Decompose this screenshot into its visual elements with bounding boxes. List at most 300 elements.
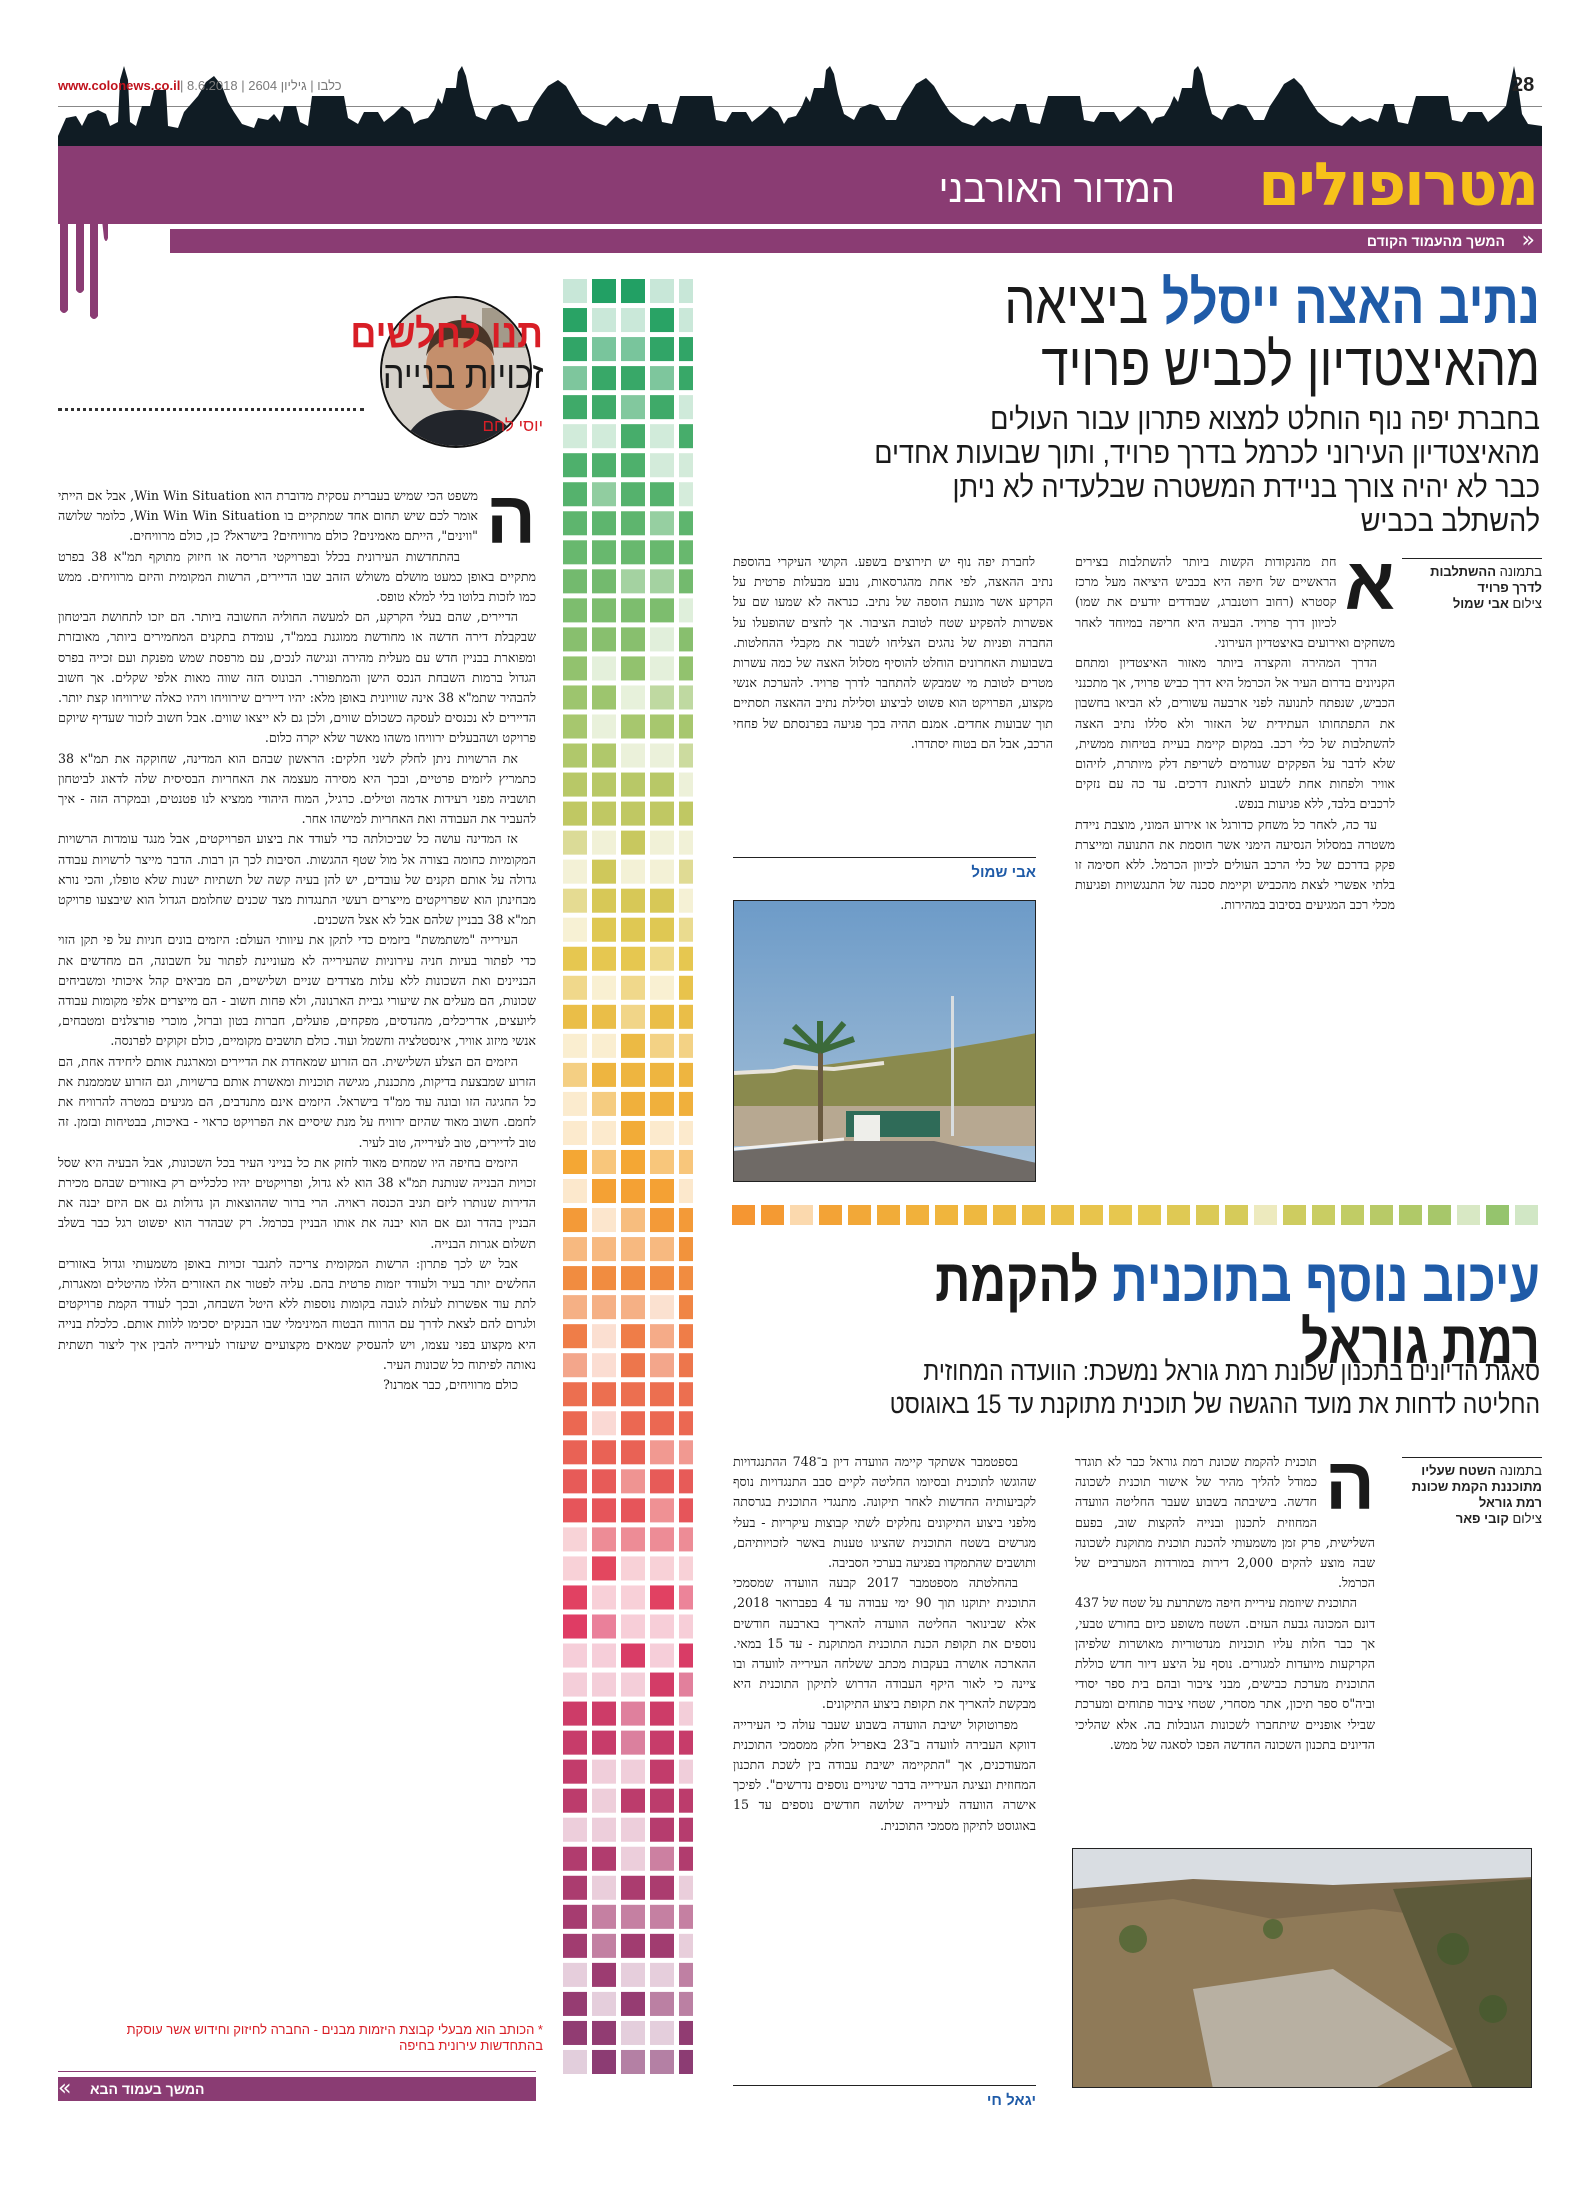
mosaic-tile xyxy=(679,1585,693,1609)
mosaic-tile xyxy=(621,1614,645,1638)
mosaic-tile xyxy=(563,627,587,651)
mosaic-tile xyxy=(650,1731,674,1755)
stripe-tile xyxy=(761,1205,784,1225)
mosaic-tile xyxy=(679,1440,693,1464)
mosaic-tile xyxy=(563,1673,587,1697)
mosaic-tile xyxy=(563,1353,587,1377)
mosaic-tile xyxy=(621,685,645,709)
column-paragraph: את הרשויות ניתן לחלק לשני חלקים: הראשון שבהם הוא המדינה, שחוקקה את תמ"א 38 כתמריץ ליזמים פרטיים, ובכך היא מסירה מעצמה את האחריות הבסיסית שלה לדאוג לביטחון תושביה מפני רעידות אדמה וטילים. כרגיל, המוח היהודי ממציא לנו פטנטים, ובמקרה הזה - איך להעביר את העבודה ואת האחריות למישהו אחר. xyxy=(58,750,536,827)
mosaic-tile xyxy=(592,482,616,506)
mosaic-tile xyxy=(621,1469,645,1493)
mosaic-tile xyxy=(679,918,693,942)
article2-paragraph: התוכנית שיוזמת עיריית חיפה משתרעת על שטח של 437 דונם המכונה גבעת העזים. השטח משופע כיום בחורש טבעי, אך כבר חלות עליו תוכניות מנדטוריות מאושרות שלפיהן הקרקעות מיועדות למגורים. נוסף על היצע דיור חדש כוללת התוכנית מערכת כבישים, מבני ציבור ובהם בית ספר יסודי וביה"ס ספר תיכון, אתר מסחרי, שטחי ציבור פתוחים ומערכת שבילי אופניים שיתחברו לשכונות הגובלות בה. אלא שהליכי הדיונים בתכנון השכונה החדשה הפכו לסאגה של ממש. xyxy=(1075,1595,1375,1752)
stripe-tile xyxy=(1457,1205,1480,1225)
mosaic-tile xyxy=(650,947,674,971)
mosaic-tile xyxy=(592,569,616,593)
mosaic-tile xyxy=(679,1934,693,1958)
mosaic-tile xyxy=(679,1818,693,1842)
mosaic-tile xyxy=(563,482,587,506)
article1-dropcap: א xyxy=(1344,552,1395,625)
mosaic-tile xyxy=(592,1847,616,1871)
mosaic-tile xyxy=(563,395,587,419)
mosaic-tile xyxy=(679,1876,693,1900)
mosaic-tile xyxy=(650,918,674,942)
mosaic-tile xyxy=(679,1498,693,1522)
mosaic-tile xyxy=(592,308,616,332)
column-paragraph: אבל יש לכך פתרון: הרשות המקומית צריכה לתגבר זכויות באופן משמעותי וגדול באזורים החלשים יותר בעיר ולעודד יזמות פרטית בהם. עליה לפטור את האזורים הללו מהיטלים ומאגרות, לתת עוד אפשרות לעלות לגובה בקומות נוספות ללא היטל השבחה, ובכך לעודד הקמת פרויקטים ולגרום להם לצאת לדרך עם הרווח הבטוח המינימלי שבו הבנקים יסכימו ללוות אותם. כלכלת בנייה היא מקצוע בפני עצמו, ויש להעסיק שמאים מקצועיים שיעזרו לעירייה להבין איך ליצור תשתית נאותה לפיתוח כל שכונות העיר. xyxy=(58,1255,536,1372)
mosaic-tile xyxy=(679,656,693,680)
mosaic-tile xyxy=(650,569,674,593)
mosaic-tile xyxy=(621,482,645,506)
mosaic-tile xyxy=(592,947,616,971)
mosaic-tile xyxy=(621,773,645,797)
mosaic-tile xyxy=(592,1498,616,1522)
mosaic-tile xyxy=(650,1905,674,1929)
mosaic-tile xyxy=(679,1063,693,1087)
mosaic-tile xyxy=(592,1295,616,1319)
mosaic-tile xyxy=(621,1208,645,1232)
mosaic-tile xyxy=(679,366,693,390)
mosaic-tile xyxy=(621,424,645,448)
column-paragraph: כולם מרוויחים, כבר אמרנו? xyxy=(383,1376,518,1392)
mosaic-tile xyxy=(592,1934,616,1958)
mosaic-tile xyxy=(650,1005,674,1029)
mosaic-tile xyxy=(592,1905,616,1929)
mosaic-tile xyxy=(563,1440,587,1464)
mosaic-tile xyxy=(592,395,616,419)
mosaic-tile xyxy=(650,1440,674,1464)
column-dropcap: ה xyxy=(485,486,536,559)
mosaic-tile xyxy=(621,1963,645,1987)
mosaic-tile xyxy=(679,889,693,913)
mosaic-tile xyxy=(592,1034,616,1058)
mosaic-tile xyxy=(592,1266,616,1290)
mosaic-tile xyxy=(621,1731,645,1755)
stripe-tile xyxy=(819,1205,842,1225)
mosaic-tile xyxy=(621,1411,645,1435)
mosaic-tile xyxy=(563,2050,587,2074)
mosaic-tile xyxy=(650,2050,674,2074)
article1-headline xyxy=(868,269,1540,398)
article1-byline: אבי שמול xyxy=(971,864,1036,881)
mosaic-tile xyxy=(650,1644,674,1668)
article2-byline: יגאל חי xyxy=(986,2092,1036,2109)
mosaic-tile xyxy=(563,1789,587,1813)
caption-rule xyxy=(1402,1457,1542,1458)
article1-column-1 xyxy=(1075,552,1395,1192)
mosaic-tile xyxy=(679,1324,693,1348)
mosaic-tile xyxy=(679,1469,693,1493)
mosaic-tile xyxy=(650,1150,674,1174)
mosaic-tile xyxy=(621,511,645,535)
mosaic-tile xyxy=(679,1121,693,1145)
mosaic-tile xyxy=(679,540,693,564)
mosaic-tile xyxy=(650,1121,674,1145)
dotted-divider xyxy=(58,408,364,412)
column-body xyxy=(58,486,536,1996)
mosaic-tile xyxy=(679,831,693,855)
mosaic-tile xyxy=(621,1934,645,1958)
mosaic-tile xyxy=(563,598,587,622)
column-paragraph: היזמים בחיפה היו שמחים מאוד לחזק את כל בנייני העיר בכל השכונות, אבל הבעיה היא שסל זכויות הבנייה שנותנת תמ"א 38 הוא לא גדול, ופרויקטים יהיו כלכליים רק באזורים שבהם מכירת הדירות שנותרו ליזם תניב הכנסה ראויה. הרי ברור שההוצאות הן גדולות גם אם היזם יבנה את הבניין בהדר וגם אם הוא יבנה את אותו הבניין בכרמל. רק שבהדר הוא יפשוט רגל כבר בשלב תשלום אגרות הבנייה. xyxy=(58,1154,536,1251)
article1-paragraph: לחברת יפה נוף יש תירוצים בשפע. הקושי העיקרי בהוספת נתיב ההאצה, לפי אחת מהגרסאות, נובע מבעלות פרטית על הקרקע אשר מונעת הוספה של נתיב. כנראה לא שמעו שם על אפשרות להפקיע שטח לטובת הציבור. אך לחצים שהופעלו על החברה ופניות של נהגים הצליחו לשבור את מקבלי ההחלטות. בשבועות האחרונים הוחלט להוסיף מסלול האצה של כמה עשרות מטרים לטובת מי שמבקש להתחבר לדרך פרויד. להערכת אנשי מקצוע, הפרויקט הוא פשוט לביצוע וסלילת נתיב ההאצה תסתיים תוך שבועות אחדים. אמנם תהיה בכך פגיעה בפרנסתם של פחחי הרכב, אבל הם בטוח יסתדרו. xyxy=(733,554,1053,751)
mosaic-tile xyxy=(563,1847,587,1871)
mosaic-tile xyxy=(621,1237,645,1261)
mosaic-tile xyxy=(650,1353,674,1377)
mosaic-tile xyxy=(650,1556,674,1580)
mosaic-tile xyxy=(592,1121,616,1145)
caption-rule xyxy=(1402,558,1542,559)
mosaic-tile xyxy=(621,1092,645,1116)
mosaic-tile xyxy=(592,744,616,768)
stripe-tile xyxy=(1109,1205,1132,1225)
decorative-color-mosaic xyxy=(561,277,693,2077)
mosaic-tile xyxy=(621,1382,645,1406)
stripe-tile xyxy=(1341,1205,1364,1225)
mosaic-tile xyxy=(650,860,674,884)
mosaic-tile xyxy=(650,395,674,419)
mosaic-tile xyxy=(650,1585,674,1609)
mosaic-tile xyxy=(679,1644,693,1668)
continued-from-previous-label[interactable]: המשך מהעמוד הקודם xyxy=(1366,233,1505,249)
mosaic-tile xyxy=(621,1585,645,1609)
site-url[interactable]: www.colonews.co.il xyxy=(58,78,181,93)
column-author: יוסי לחם xyxy=(482,416,543,435)
mosaic-tile xyxy=(592,1179,616,1203)
article1-paragraph: חת מהנקודות הקשות ביותר להשתלבות בצירים הראשיים של חיפה היא בכביש היציאה מעל מרכז קסטרא (רחוב רוטנברג, שבודדים יודעים את שמו) לכיוון דרך פרויד. הבעיה היא חריפה במיוחד לאחר משחקים ואירועים באיצטדיון העירוני. xyxy=(1075,554,1395,650)
mosaic-tile xyxy=(592,2050,616,2074)
stripe-tile xyxy=(1225,1205,1248,1225)
stripe-tile xyxy=(848,1205,871,1225)
mosaic-tile xyxy=(621,1992,645,2016)
article2-headline-highlight: עיכוב נוסף בתוכנית xyxy=(1112,1247,1540,1314)
column-paragraph: היזמים הם הצלע השלישית. הם הזרוע שמאחדת את הדיירים ומארגנת אותם ליחידה אחת, הם הזרוע שמבצעת בדיקות, מתכננת, מגישה תוכניות ומאשרת אותם ברשויות, וגם הזרוע שמממנת את כל החגיגה הזו ובונה עוד ממ"ד בישראל. היזמים אינם מתנדבים, הם מגיעים במטרה להרוויח את לחמם. חשוב מאוד שהיזם ירוויח על מנת שיסיים את הפרויקט כראוי - באיכות, בבטיחות ובזמן. זה טוב לדיירים, טוב לעירייה, טוב לעיר. xyxy=(58,1053,536,1150)
mosaic-tile xyxy=(679,424,693,448)
mosaic-tile xyxy=(563,1614,587,1638)
mosaic-tile xyxy=(621,627,645,651)
column-paragraph: הדיירים, שהם בעלי הקרקע, הם למעשה החוליה החשובה ביותר. הם יזכו לתחושת הביטחון שבקבלת דירה חדשה או מחודשת ממוגנת בממ"ד, עומדת בתקנים המחמירים ביותר, מאובזרת ומפוארת בבניין חדש עם מעלית מהירה ונגישה לנכים, עם מרפסת שמש מפנקת ועם זכייה בפרס הגדול ברמות השבחת הנכס הישן והמתפורר. הבונוס הזה שווה מאות אלפי שקלים. אך חשוב להבהיר שתמ"א 38 אינה שוויונית באופן מלא: יהיו דיירים שירוויחו ויהיו כאלה שירוויחו קצת יותר. הדיירים לא נכנסים לעסקה כשכולם שווים, ולכן גם לא ייצאו שווים. אבל חשוב לזכור שעדיף שיוקם פרויקט ושהבעלים ירוויחו משהו מאשר שלא יקרה כלום. xyxy=(58,609,536,746)
mosaic-tile xyxy=(563,1934,587,1958)
mosaic-tile xyxy=(592,656,616,680)
column-paragraph: העירייה "משתמשת" ביזמים כדי לתקן את עיוותי העולם: היזמים בונים חניות על פי תקן הזוי כדי לפתור בעיות חניה עירוניות שהעירייה לא מעוניינת לפתור על חשבונה, הם מחדשים את הבניינים ואת השכונות ללא עלות מצדדים שניים ושלישיים, הם מביאים קהל איכותי ומשביחים שכונות, הם מעלים את שיעורי גביית הארנונה, ולא פחות חשוב - הם מייצרים אלפי מקומות עבודה ליועצים, אדריכלים, מהנדסים, מפקחים, פועלים, חברות בטון וברזל, מוכרי פורצלנים ומטבחים, אנשי מיזוג אוויר, אינסטלציה וחשמל ועוד. כולם תושבים מקומיים, כולם זקוקים לפרנסה. xyxy=(58,932,536,1049)
mosaic-tile xyxy=(621,1295,645,1319)
mosaic-tile xyxy=(563,773,587,797)
mosaic-tile xyxy=(650,1527,674,1551)
article1-paragraph: עד כה, לאחר כל משחק כדורגל או אירוע המוני, מוצבת ניידת משטרה במסלול הנסיעה הימני אשר חוסמת את התנועה ומייצרת פקק בדרכם של כלי הרכב העולים לכיוון הכרמל. ללא חסימה זו בלתי אפשרי לצאת מהכביש וקיימת סכנה של התנגשויות ופגיעות מכלי רכב המגיעים בסיבוב במהירות. xyxy=(1075,816,1395,913)
mosaic-tile xyxy=(679,744,693,768)
mosaic-tile xyxy=(563,2021,587,2045)
column-footnote: * הכותב הוא מבעלי קבוצת היזמות מבנים - החברה לחיזוק וחידוש אשר עוסקת בהתחדשות עירונית בחיפה xyxy=(126,2022,543,2053)
mosaic-tile xyxy=(621,802,645,826)
stripe-tile xyxy=(1283,1205,1306,1225)
mosaic-tile xyxy=(650,337,674,361)
mosaic-tile xyxy=(563,1644,587,1668)
mosaic-tile xyxy=(563,1092,587,1116)
mosaic-tile xyxy=(650,1063,674,1087)
mosaic-tile xyxy=(592,860,616,884)
article2-paragraph: תוכנית להקמת שכונת רמת גוראל כבר לא תוגדר כמודל להליך מהיר של אישור תוכנית לשכונה חדשה. בישיבתה בשבוע שעבר החליטה הוועדה המחוזית לתכנון ובנייה להקצות שוב, בפעם השלישית, פרק זמן משמעותי להכנת תוכנית מתוקנת לשכונה שבה מוצע להקים 2,000 דירות במורדות המערביים של הכרמל. xyxy=(1075,1454,1375,1591)
mosaic-tile xyxy=(650,1876,674,1900)
mosaic-tile xyxy=(650,540,674,564)
mosaic-tile xyxy=(679,976,693,1000)
mosaic-tile xyxy=(592,773,616,797)
caption-subject: ההשתלבות לדרך פרויד xyxy=(1430,564,1542,595)
column-paragraph: משפט הכי שמיש בעברית עסקית מדוברת הוא Win Win Situation, אבל אם הייתי אומר לכם שיש תחום אחד שמתקיים בו Win Win Win Situation, כלומר שלושה "ווינים", הייתם מאמינים? כולם מרוויחים? בישראל? כן, כולם מרוויחים. xyxy=(58,488,478,544)
mosaic-tile xyxy=(621,889,645,913)
mosaic-tile xyxy=(650,1411,674,1435)
mosaic-tile xyxy=(563,802,587,826)
mosaic-tile xyxy=(592,1382,616,1406)
mosaic-tile xyxy=(650,1818,674,1842)
mosaic-tile xyxy=(592,714,616,738)
mosaic-tile xyxy=(650,1034,674,1058)
stripe-tile xyxy=(732,1205,755,1225)
column-paragraph: אז המדינה עושה כל שביכולתה כדי לעודד את ביצוע הפרויקטים, אבל מנגד עומדות הרשויות המקומיות כחומה בצורה אל מול שטף ההגשות. הסיבות לכך הן רבות. הדבר מייצר לרשויות עבודה גדולה על אותם תקנים של עובדים, יש להן בעיה קשה של תשתיות ישנות שלא טופלו, והכי נורא מבחינתן הוא שפרויקטים מייצרים רעשי התנגדות מצד שכנים שחלומם הגדול הוא שיבצעו פרויקט תמ"א 38 בבניין שלהם אבל לא אצל השכנים. xyxy=(58,831,536,928)
mosaic-tile xyxy=(621,656,645,680)
mosaic-tile xyxy=(650,424,674,448)
mosaic-tile xyxy=(621,1498,645,1522)
hillside-image xyxy=(1073,1849,1532,2088)
mosaic-tile xyxy=(563,1818,587,1842)
mosaic-tile xyxy=(679,1005,693,1029)
mosaic-tile xyxy=(650,1179,674,1203)
mosaic-tile xyxy=(563,1411,587,1435)
mosaic-tile xyxy=(563,1005,587,1029)
paint-drip-graphic xyxy=(58,220,108,320)
mosaic-tile xyxy=(563,308,587,332)
mosaic-tile xyxy=(563,279,587,303)
mosaic-tile xyxy=(592,1760,616,1784)
mosaic-tile xyxy=(563,1208,587,1232)
stripe-tile xyxy=(1515,1205,1538,1225)
mosaic-tile xyxy=(563,1469,587,1493)
mosaic-tile xyxy=(621,1063,645,1087)
mosaic-tile xyxy=(592,366,616,390)
mosaic-tile xyxy=(621,1556,645,1580)
stripe-tile xyxy=(1254,1205,1277,1225)
mosaic-tile xyxy=(563,511,587,535)
stripe-tile xyxy=(1080,1205,1103,1225)
mosaic-tile xyxy=(592,1876,616,1900)
mosaic-tile xyxy=(592,889,616,913)
mosaic-tile xyxy=(650,1208,674,1232)
mosaic-tile xyxy=(650,1847,674,1871)
mosaic-tile xyxy=(621,1353,645,1377)
mosaic-tile xyxy=(679,802,693,826)
mosaic-tile xyxy=(621,279,645,303)
mosaic-tile xyxy=(563,976,587,1000)
mosaic-tile xyxy=(621,976,645,1000)
mosaic-tile xyxy=(621,337,645,361)
mosaic-tile xyxy=(679,511,693,535)
mosaic-tile xyxy=(621,1673,645,1697)
mosaic-tile xyxy=(563,1527,587,1551)
stripe-tile xyxy=(964,1205,987,1225)
mosaic-tile xyxy=(592,685,616,709)
mosaic-tile xyxy=(592,1644,616,1668)
mosaic-tile xyxy=(679,1295,693,1319)
article1-headline-rest: ביציאה מהאיצטדיון לכביש פרויד xyxy=(1004,269,1540,398)
mosaic-tile xyxy=(563,918,587,942)
mosaic-tile xyxy=(563,540,587,564)
mosaic-tile xyxy=(679,773,693,797)
mosaic-tile xyxy=(592,1673,616,1697)
stripe-tile xyxy=(1312,1205,1335,1225)
mosaic-tile xyxy=(592,1005,616,1029)
mosaic-tile xyxy=(650,1673,674,1697)
mosaic-tile xyxy=(679,1673,693,1697)
mosaic-tile xyxy=(679,1789,693,1813)
photo-credit-label: צילום xyxy=(1512,596,1542,611)
mosaic-tile xyxy=(650,1963,674,1987)
mosaic-tile xyxy=(621,1179,645,1203)
mosaic-tile xyxy=(563,366,587,390)
photo-credit-label: צילום xyxy=(1512,1511,1542,1526)
mosaic-tile xyxy=(650,453,674,477)
stripe-tile xyxy=(935,1205,958,1225)
caption-label: בתמונה xyxy=(1499,1463,1542,1478)
mosaic-tile xyxy=(650,1702,674,1726)
stripe-tile xyxy=(1370,1205,1393,1225)
mosaic-tile xyxy=(563,1237,587,1261)
stripe-tile xyxy=(906,1205,929,1225)
stripe-tile xyxy=(1399,1205,1422,1225)
mosaic-tile xyxy=(679,337,693,361)
double-chevron-left-icon: « xyxy=(58,2076,72,2101)
article1-photo-road xyxy=(733,900,1036,1182)
mosaic-tile xyxy=(679,1963,693,1987)
mosaic-tile xyxy=(679,1353,693,1377)
article1-paragraph: הדרך המהירה והקצרה ביותר מאזור האיצטדיון ומתחם הקניונים בדרום העיר אל הכרמל היא דרך כביש פרויד, אך מתכנני הכביש, שנפתח לתנועה לפני ארבעה עשורים, לא הביאו בחשבון את התפתחותו העתידית של האזור ולא סללו נתיב האצה להשתלבות של כלי רכב. במקום קיימת בעיית בטיחות ממשית, שלא לדבר על הפקקים שגורמים לשריפת דלק מיותרת, לזיהום אוויר ולפחות אחת לשבוע לתאונת דרכים. עד כה עם נזקים לרכבים בלבד, ללא פגיעות בנפש. xyxy=(1075,655,1395,812)
mosaic-tile xyxy=(621,395,645,419)
mosaic-tile xyxy=(621,1905,645,1929)
mosaic-tile xyxy=(592,1208,616,1232)
mosaic-tile xyxy=(679,860,693,884)
article2-subheadline: סאגת הדיונים בתכנון שכונת רמת גוראל נמשכת: הוועדה המחוזית החליטה לדחות את מועד ההגשה של תוכנית מתוקנת עד 15 באוגוסט xyxy=(889,1356,1540,1419)
mosaic-tile xyxy=(621,453,645,477)
mosaic-tile xyxy=(563,1034,587,1058)
mosaic-tile xyxy=(679,714,693,738)
mosaic-tile xyxy=(650,482,674,506)
mosaic-tile xyxy=(650,1760,674,1784)
mosaic-tile xyxy=(563,1382,587,1406)
mosaic-tile xyxy=(679,2021,693,2045)
mosaic-tile xyxy=(621,1121,645,1145)
mosaic-tile xyxy=(679,1237,693,1261)
mosaic-tile xyxy=(679,395,693,419)
mosaic-tile xyxy=(592,1440,616,1464)
mosaic-tile xyxy=(679,627,693,651)
mosaic-tile xyxy=(650,773,674,797)
mosaic-tile xyxy=(621,1034,645,1058)
mosaic-tile xyxy=(650,656,674,680)
mosaic-tile xyxy=(621,1789,645,1813)
mosaic-tile xyxy=(621,540,645,564)
mosaic-tile xyxy=(592,1092,616,1116)
mosaic-tile xyxy=(592,1702,616,1726)
mosaic-tile xyxy=(563,860,587,884)
stripe-tile xyxy=(1196,1205,1219,1225)
article1-column-2 xyxy=(733,552,1053,852)
stripe-tile xyxy=(993,1205,1016,1225)
mosaic-tile xyxy=(679,1208,693,1232)
mosaic-tile xyxy=(679,947,693,971)
road-scene-image xyxy=(734,901,1036,1182)
mosaic-tile xyxy=(563,1585,587,1609)
caption-subject: השטח שעליו מתוכננת הקמת שכונת רמת גוראל xyxy=(1411,1463,1542,1510)
mosaic-tile xyxy=(650,1295,674,1319)
mosaic-tile xyxy=(563,744,587,768)
mosaic-tile xyxy=(563,453,587,477)
mosaic-tile xyxy=(592,1556,616,1580)
mosaic-tile xyxy=(650,598,674,622)
page-number: 28 xyxy=(1512,74,1535,96)
mosaic-tile xyxy=(592,424,616,448)
mosaic-tile xyxy=(563,889,587,913)
mosaic-tile xyxy=(563,1063,587,1087)
mosaic-tile xyxy=(563,1731,587,1755)
mosaic-tile xyxy=(621,366,645,390)
mosaic-tile xyxy=(621,831,645,855)
continued-next-page-label[interactable]: המשך בעמוד הבא xyxy=(90,2081,205,2097)
mosaic-tile xyxy=(592,337,616,361)
article2-paragraph: בספטמבר אשתקד קיימה הוועדה דיון ב־748 ההתנגדויות שהוגשו לתוכנית ובסיומו החליטה לקיים סבב התנגדויות נוסף לקביעותיה החדשות לאחר תיקונה. מתנגדי התוכנית בגרסתה מלפני ביצוע התיקונים נחלקים לשתי קבוצות עיקריות - בעלי מגרשים בשטח התוכנית שהציגו טענות באשר לזכויותיהם, ותושבים שהתמקדו בפגיעה בערכי הסביבה. xyxy=(733,1454,1036,1571)
mosaic-tile xyxy=(563,1324,587,1348)
mosaic-tile xyxy=(650,1614,674,1638)
mosaic-tile xyxy=(650,744,674,768)
stripe-tile xyxy=(1138,1205,1161,1225)
byline-rule xyxy=(733,857,1036,858)
mosaic-tile xyxy=(592,627,616,651)
column-title: תנו לחלשים xyxy=(350,312,543,356)
mosaic-tile xyxy=(563,656,587,680)
mosaic-tile xyxy=(563,424,587,448)
mosaic-tile xyxy=(679,1411,693,1435)
article2-column-2 xyxy=(733,1452,1036,2067)
mosaic-tile xyxy=(650,1934,674,1958)
column-subtitle: זכויות בנייה xyxy=(382,355,543,397)
mosaic-tile xyxy=(592,1527,616,1551)
article2-headline-rest: להקמת רמת גוראל xyxy=(935,1247,1540,1376)
mosaic-tile xyxy=(592,1353,616,1377)
mosaic-tile xyxy=(563,831,587,855)
mosaic-tile xyxy=(592,1063,616,1087)
mosaic-tile xyxy=(592,1585,616,1609)
mosaic-tile xyxy=(563,1760,587,1784)
double-chevron-right-icon: » xyxy=(1521,228,1535,253)
mosaic-tile xyxy=(621,1876,645,1900)
mosaic-tile xyxy=(592,1731,616,1755)
mosaic-tile xyxy=(679,1092,693,1116)
mosaic-tile xyxy=(592,1614,616,1638)
mosaic-tile xyxy=(563,1150,587,1174)
mosaic-tile xyxy=(650,1092,674,1116)
mosaic-tile xyxy=(650,831,674,855)
mosaic-tile xyxy=(592,831,616,855)
mosaic-tile xyxy=(563,1702,587,1726)
mosaic-tile xyxy=(592,453,616,477)
article1-headline-highlight: נתיב האצה ייסלל xyxy=(1161,269,1540,336)
mosaic-tile xyxy=(621,1324,645,1348)
mosaic-tile xyxy=(592,1324,616,1348)
stripe-tile xyxy=(1428,1205,1451,1225)
stripe-tile xyxy=(790,1205,813,1225)
mosaic-tile xyxy=(621,1702,645,1726)
mosaic-tile xyxy=(621,2050,645,2074)
mosaic-tile xyxy=(679,569,693,593)
stripe-tile xyxy=(1167,1205,1190,1225)
mosaic-tile xyxy=(650,1469,674,1493)
